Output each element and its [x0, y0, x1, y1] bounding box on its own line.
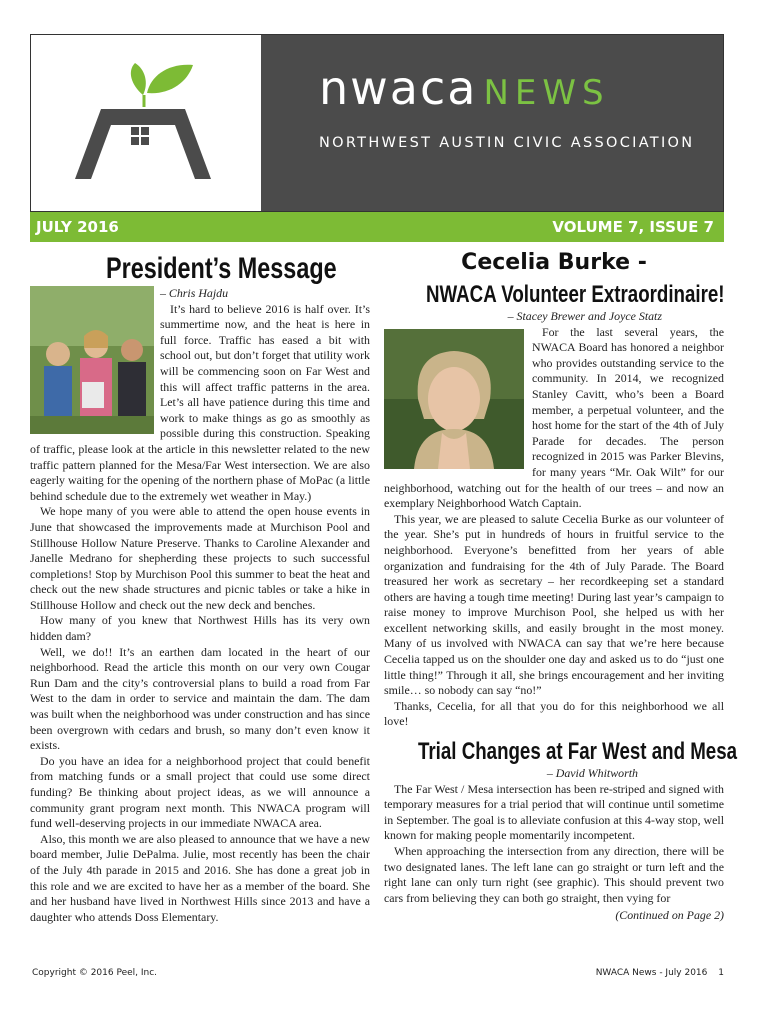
trial-title: Trial Changes at Far West and Mesa — [418, 738, 738, 766]
cecelia-title-line1: Cecelia Burke - — [461, 250, 647, 275]
org-subtitle: NORTHWEST AUSTIN CIVIC ASSOCIATION — [319, 135, 695, 151]
brand-title — [319, 61, 610, 115]
continued-note: (Continued on Page 2) — [615, 908, 724, 923]
president-byline: – Chris Hajdu — [160, 286, 229, 300]
issue-date: JULY 2016 — [36, 218, 119, 236]
president-para-6: Also, this month we are also pleased to announce that we have a new board member, Julie DePalma. Julie, most recently has been the chair of the July 4th parade in 2015 and 2016. She has done a great job in this role and we are excited to have her as a member of the board. She and her husband have lived in Northwest Hills since 2013 and have a daughter who attends Doss Elementary. — [30, 831, 370, 924]
footer-page-number: 1 — [718, 968, 724, 978]
cecelia-byline: – Stacey Brewer and Joyce Statz — [507, 309, 662, 323]
footer-page-label: NWACA News - July 2016 — [595, 968, 708, 978]
president-para-3: How many of you knew that Northwest Hills has its very own hidden dam? — [30, 613, 370, 644]
president-title: President’s Message — [106, 252, 337, 285]
issue-volume: VOLUME 7, ISSUE 7 — [552, 218, 714, 236]
brand-main: nwaca — [319, 61, 478, 115]
cecelia-para-3: Thanks, Cecelia, for all that you do for this neighborhood we all love! — [384, 698, 724, 729]
title-banner — [261, 35, 723, 211]
cecelia-para-2: This year, we are pleased to salute Cecelia Burke as our volunteer of the year. She’s put in hundreds of hours in fruitful service to the neighborhood. Everyone’s benefitted from her years of able organization and fundraising for the 4th of July Parade. The Board treasured her work as secretary – her recordkeeping set a standard others are having a tough time meeting! During last year’s campaign to raise money to improve Murchison Pool, she helped us with her excellent networking skills, and easily brought in the most money. Many of us involved with NWACA can say that we’re here because Cecelia tapped us on the shoulder one day and asked us to do “just one little thing!” Through it all, she brings encouragement and her inviting smile… so nobody can say “no!” — [384, 511, 724, 698]
cecelia-para-1: For the last several years, the NWACA Board has honored a neighbor who provides outstanding service to the community. In 2014, we recognized Stanley Cavitt, who’s been a Board member, a perpetual volunteer, and the host home for the start of the 4th of July Parade for decades. The person recognized in 2015 was Parker Blevins, for many years “Mr. Oak Wilt” for our neighborhood, watching out for the health of our trees – and now an exemplary Neighborhood Watch Captain. — [384, 324, 724, 511]
cecelia-body — [384, 309, 724, 730]
footer-copyright: Copyright © 2016 Peel, Inc. — [32, 968, 158, 978]
president-para-2: We hope many of you were able to attend the open house events in June that showcased the improvements made at Murchison Pool and Stillhouse Hollow Nature Preserve. Thanks to Caroline Alexander and Janelle Medrano for shepherding these projects to such successful completions! Stop by Murchison Pool this summer to beat the heat and check out the new shade structures and picnic tables or take a hike in Stillhouse Hollow and check out the new deck and benches. — [30, 504, 370, 612]
president-photo — [30, 286, 154, 434]
president-para-5: Do you have an idea for a neighborhood project that could benefit from matching funds or a small project that could use some direct funding? Be thinking about project ideas, as we will announce a community grant program next month. This NWACA program will fund well-deserving projects in our immediate NWACA area. — [30, 753, 370, 831]
cecelia-title-line2: NWACA Volunteer Extraordinaire! — [426, 281, 725, 308]
president-para-1: It’s hard to believe 2016 is half over. It’s summertime now, and the heat is here in full force. Traffic has eased a bit with school out, but don’t forget that utility work will be commencing soon on Far West and this will affect traffic patterns in the area. Let’s all have patience during this time and work to make things as go as smoothly as possible during this construction. Speaking of traffic, please look at the article in this newsletter related to the new traffic pattern planned for the Mesa/Far West intersection. We are also eagerly waiting for the opening of the northern phase of MoPac (a little behind schedule due to the extremely wet weather in May.) — [30, 301, 370, 503]
cecelia-article — [384, 246, 738, 924]
footer-page — [596, 968, 724, 978]
president-article — [30, 246, 370, 925]
cecelia-photo — [384, 329, 524, 469]
trial-body — [384, 766, 724, 924]
newsletter-page — [30, 34, 738, 984]
masthead — [30, 34, 724, 212]
trial-byline: – David Whitworth — [546, 766, 638, 781]
issue-bar — [30, 212, 724, 242]
house-leaf-logo-icon — [31, 35, 261, 211]
president-body — [30, 286, 370, 925]
president-para-4: Well, we do!! It’s an earthen dam located in the heart of our neighborhood. Read the article this month on our very own Cougar Run Dam and the city’s controversial plans to build a road from Far West to the dam in order to service and maintain the dam. The dam was built when the neighborhood was under construction and has since been overgrown with cedars and brush, so many don’t even know it exists. — [30, 644, 370, 753]
trial-para-1: The Far West / Mesa intersection has been re-striped and signed with temporary measures for a trial period that will continue until sometime in September. The goal is to alleviate confusion at this 4-way stop, well known for making people momentarily incompetent. — [384, 781, 724, 843]
brand-news: NEWS — [483, 73, 610, 113]
logo — [31, 35, 261, 211]
trial-para-2: When approaching the intersection from any direction, there will be two designated lanes. The left lane can go straight or turn left and the right lane can only turn right (see graphic). This should prevent two cars from believing they can both go straight, then vying for — [384, 844, 724, 905]
